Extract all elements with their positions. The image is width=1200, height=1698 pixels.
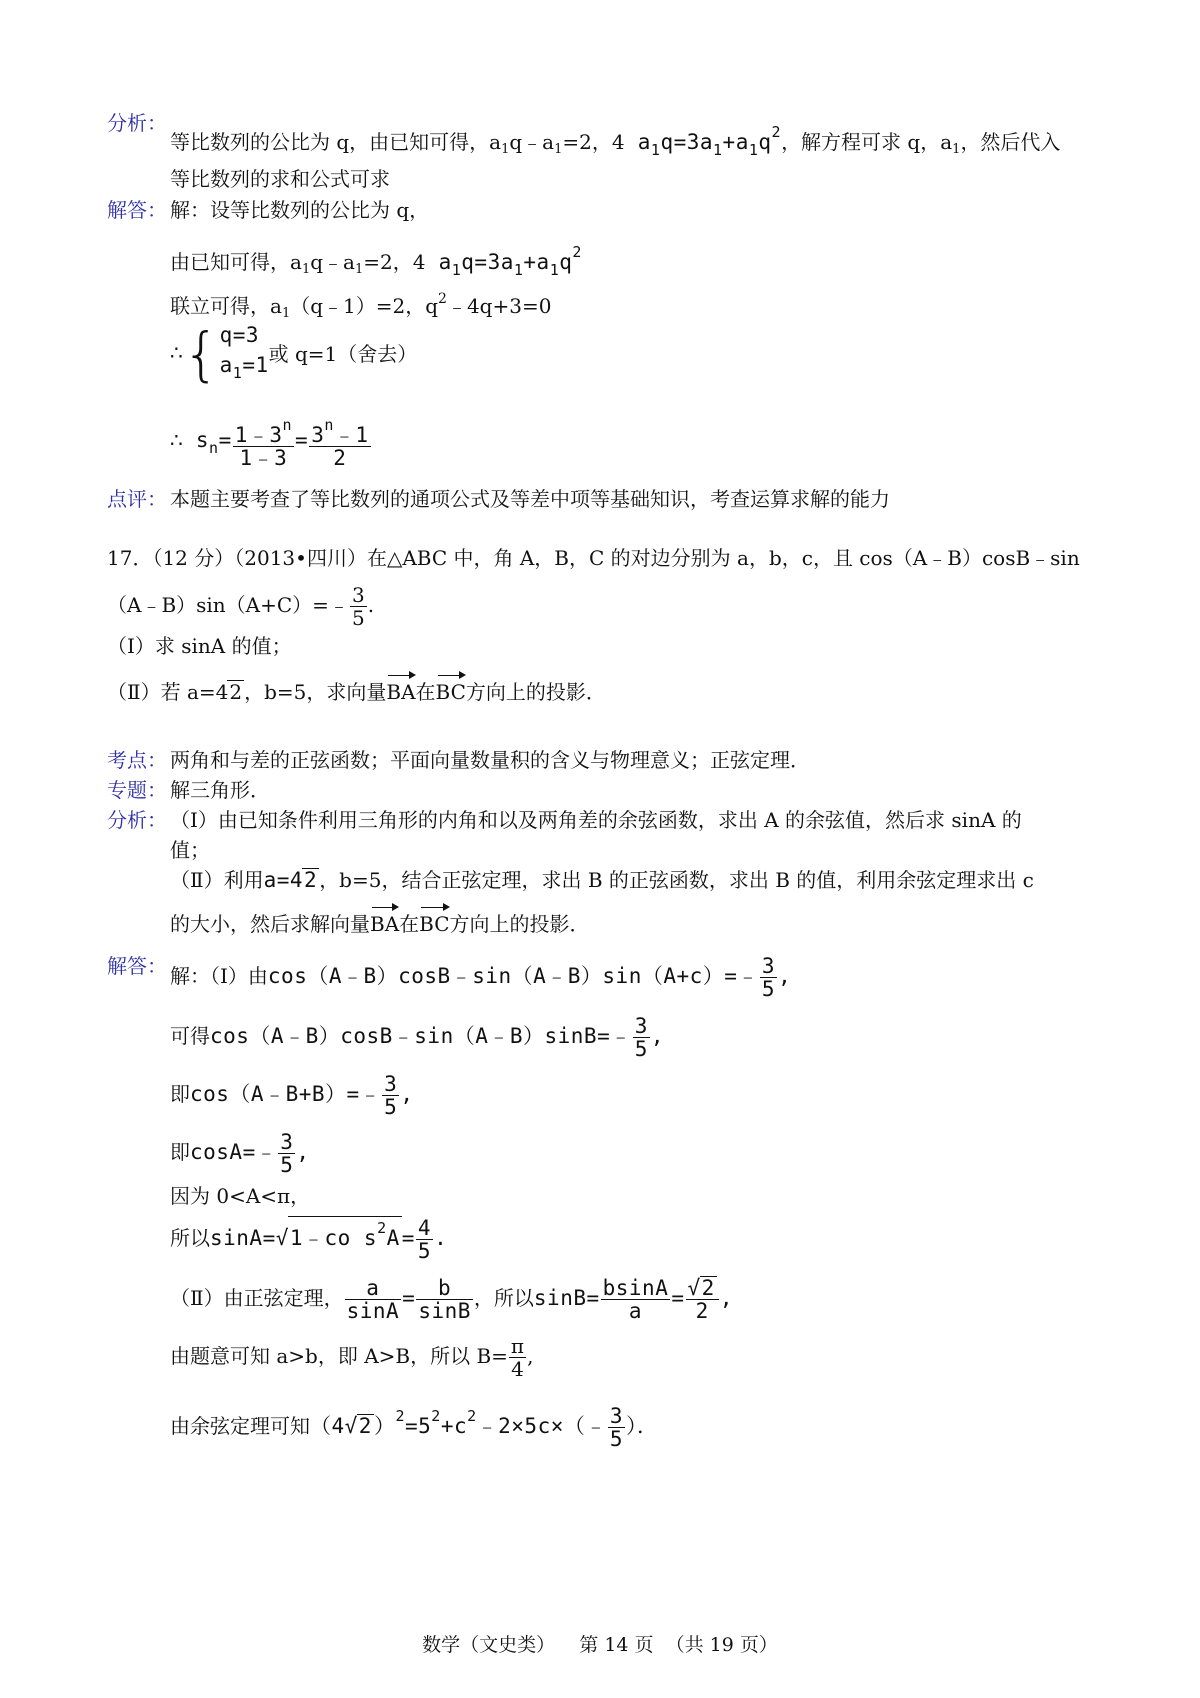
- q17-analysis-line-1: （Ⅰ）由已知条件利用三角形的内角和以及两角差的余弦函数，求出 A 的余弦值，然后求 sinA 的: [170, 808, 1022, 832]
- analysis-line-2: 等比数列的求和公式可求: [170, 167, 390, 191]
- solution-label: 解答：: [107, 198, 167, 222]
- q17-part-1: （Ⅰ）求 sinA 的值；: [107, 634, 292, 658]
- zhuanti-label: 专题：: [107, 778, 167, 802]
- q17-part-2: （Ⅱ）若 a=42 ，b=5，求向量BA在BC方向上的投影．: [107, 680, 606, 704]
- q17-solution-line-2: 可得cos（A﹣B）cosB﹣sin（A﹣B）sinB=﹣ $\frac{3}{5}$ ,: [170, 1013, 665, 1061]
- kaodian-text: 两角和与差的正弦函数；平面向量数量积的含义与物理意义；正弦定理．: [170, 748, 810, 772]
- prev-solution-line-2: 由已知可得，$a_1q﹣a_1=2$，4 $a_1q=3a_1+a_1q^2$: [170, 243, 582, 279]
- analysis-label-2: 分析：: [107, 808, 167, 832]
- q17-solution-line-4: 即cosA=﹣ $\frac{3}{5}$ ,: [170, 1129, 310, 1177]
- q17-stem-line-2: （A﹣B）sin（A+C）=﹣ $\frac{3}{5}$ .: [107, 583, 375, 630]
- solution-label-2: 解答：: [107, 954, 167, 978]
- q17-solution-line-3: 即cos（A﹣B+B）=﹣ $\frac{3}{5}$ ,: [170, 1071, 414, 1119]
- comment-text: 本题主要考查了等比数列的通项公式及等差中项等基础知识，考查运算求解的能力: [170, 487, 890, 511]
- q17-solution-line-9: 由余弦定理可知$(4√2)^2=5^2+c^2﹣2\times 5c\times(﹣$ $\frac{3}{5}$ ）．: [170, 1403, 659, 1451]
- analysis-label: 分析：: [107, 111, 167, 135]
- comment-label: 点评：: [107, 487, 167, 511]
- q17-solution-line-7: （Ⅱ）由正弦定理， $\frac{a}{\sin A}$ = $\frac{b}{\sin B}$ ，所以sinB= $\frac{bsinA}{a}$ = $\frac{√2}{2}$ ,: [170, 1275, 733, 1323]
- q17-analysis-line-2: 值；: [170, 838, 210, 862]
- kaodian-label: 考点：: [107, 748, 167, 772]
- prev-solution-line-1: 解：设等比数列的公比为 q，: [170, 198, 430, 222]
- q17-solution-line-5: 因为 0<A<π，: [170, 1184, 311, 1208]
- zhuanti-text: 解三角形．: [170, 778, 270, 802]
- q17-analysis-line-3: （Ⅱ）利用a=42 ，b=5，结合正弦定理，求出 B 的正弦函数，求出 B 的值，利用余弦定理求出 c: [170, 868, 1034, 892]
- analysis-line-1: 等比数列的公比为 q，由已知可得，$a_1q﹣a_1=2$，4 $a_1q=3a_1+a_1q^2$，解方程可求 q，$a_1$，然后代入: [170, 123, 1061, 159]
- q17-solution-line-6: 所以sinA=√1﹣co $s^2A=$ $\frac{4}{5}$ .: [170, 1215, 448, 1263]
- q17-analysis-line-4: 的大小，然后求解向量BA在BC方向上的投影．: [170, 912, 590, 936]
- prev-solution-sum: ∴ $s_n=$ $\frac{1﹣3^n}{1﹣3}$ = $\frac{3^n﹣1}{2}$: [170, 415, 369, 470]
- q17-solution-line-8: 由题意可知 a>b，即 A>B，所以 B= $\frac{\pi}{4}$ ,: [170, 1334, 534, 1381]
- prev-solution-line-3: 联立可得，$a_1(q﹣1)=2$，$q^2﹣4q+3=0$: [170, 291, 552, 321]
- prev-solution-system: ∴{q=3 $a_1=1$或 q=1（舍去）: [170, 320, 418, 388]
- q17-stem-line-1: 17．（12 分）（2013•四川）在△ABC 中，角 A，B，C 的对边分别为 a，b，c，且 cos（A﹣B）cosB﹣sin: [107, 546, 1080, 570]
- q17-solution-line-1: 解：（Ⅰ）由cos（A﹣B）cosB﹣sin（A﹣B）sin（A+c）=﹣ $\frac{3}{5}$ ,: [170, 953, 792, 1001]
- page-footer: 数学（文史类） 第 14 页 （共 19 页）: [422, 1634, 778, 1656]
